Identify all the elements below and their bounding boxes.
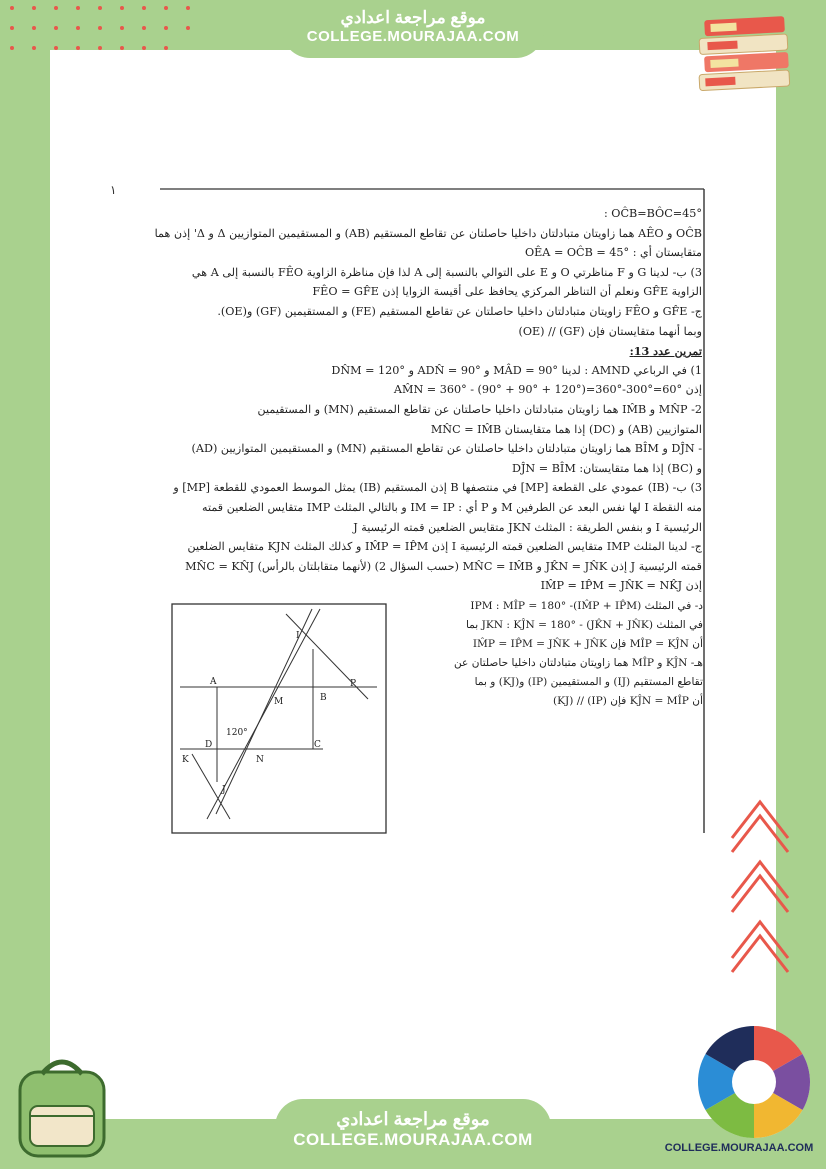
document-line: 3) ب- لدينا G و F مناظرتي O و E على التوالي بالنسبة إلى A لذا فإن مناظرة الزاوية FÊO بالنسبة إلى A هي bbox=[191, 265, 702, 279]
document-line: د- في المثلث IPM : MÎP = 180° -(IM̂P + IP̂M) bbox=[470, 600, 703, 612]
point-label: I bbox=[296, 631, 300, 641]
angle-label: 120° bbox=[226, 728, 248, 738]
document-line: و (BC) إذا هما متقايستان: DĴN = BÎM bbox=[511, 461, 702, 475]
document-line: هـ- KĴN و MÎP هما زاويتان متبادلتان داخليا حاصلتان عن bbox=[453, 657, 703, 669]
document-line: متقايستان أي : OÊA = OĈB = 45° bbox=[524, 246, 702, 260]
document-line: قمته الرئيسية J إذن JK̂N = JN̂K و MN̂C = IM̂B (حسب السؤال 2) (لأنهما متقابلتان بالرأس) MN̂C = KN̂J bbox=[185, 559, 702, 573]
chevron-up-icon bbox=[728, 790, 792, 1010]
document-line: - DĴN و BÎM هما زاويتان متبادلتان داخليا حاصلتان عن تقاطع المستقيم (MN) و المستقيمين المتوازيين (AD) bbox=[191, 442, 702, 456]
backpack-icon bbox=[12, 1050, 112, 1160]
site-url[interactable]: COLLEGE.MOURAJAA.COM bbox=[306, 28, 520, 45]
decorative-dots bbox=[0, 0, 200, 60]
point-label: D bbox=[205, 740, 213, 750]
document-line: ج- GF̂E و FÊO زاويتان متبادلتان داخليا حاصلتان عن تقاطع المستقيم (FE) و المستقيمين (GF) و(OE). bbox=[217, 305, 702, 318]
document-line: 1) في الرباعي AMND : لدينا MÂD = 90° و ADN̂ = 90° و DN̂M = 120° bbox=[331, 363, 702, 377]
document-line: إذن IM̂P = IP̂M = JN̂K = NK̂J bbox=[540, 579, 702, 593]
document-line: منه النقطة I لها نفس البعد عن الطرفين M و P أي : IM = IP و بالتالي المثلث IMP متقايس الضلعين قمته bbox=[201, 501, 702, 514]
point-label: N bbox=[256, 755, 264, 765]
document-line: في المثلث JKN : KĴN = 180° - (JK̂N + JN̂K) بما bbox=[465, 619, 703, 631]
exercise-heading: تمرين عدد 13: bbox=[629, 344, 702, 359]
site-name-arabic: موقع مراجعة اعدادي bbox=[336, 1109, 490, 1129]
page-marker: ١ bbox=[110, 183, 117, 197]
document-line: 2- MN̂P و IM̂B هما زاويتان متبادلتان داخليا حاصلتان عن تقاطع المستقيم (MN) و المستقيمين bbox=[257, 403, 702, 416]
point-label: P bbox=[350, 679, 357, 689]
document-text bbox=[154, 183, 706, 603]
point-label: M bbox=[274, 697, 284, 707]
document-line: ج- لدينا المثلث IMP متقايس الضلعين قمته الرئيسية I إذن IM̂P = IP̂M و كذلك المثلث KJN متقايس الضلعين bbox=[187, 540, 702, 554]
site-url[interactable]: COLLEGE.MOURAJAA.COM bbox=[293, 1130, 533, 1149]
education-wheel-logo[interactable] bbox=[694, 1022, 814, 1142]
document-line: أن KĴN = MÎP فإن (IP) // (KJ) bbox=[552, 695, 703, 707]
point-label: B bbox=[320, 693, 327, 703]
point-label: K bbox=[182, 755, 189, 765]
point-label: C bbox=[314, 740, 321, 750]
document-line: OĈB و AÊO هما زاويتان متبادلتان داخليا حاصلتان عن تقاطع المستقيم (AB) و المستقيمين المتوازيين Δ و Δ' إذن هما bbox=[154, 226, 702, 240]
document-line: المتوازيين (AB) و (DC) إذا هما متقايستان MN̂C = IM̂B bbox=[430, 422, 702, 436]
header-banner bbox=[282, 0, 544, 58]
books-icon bbox=[694, 14, 804, 96]
footer-banner bbox=[275, 1099, 551, 1169]
point-label: J bbox=[222, 785, 226, 795]
site-name-arabic: موقع مراجعة اعدادي bbox=[340, 8, 486, 27]
document-line: أن MÎP = KĴN فإن IM̂P = IP̂M = JN̂K + JN̂K bbox=[472, 638, 703, 650]
point-label: A bbox=[210, 677, 217, 687]
logo-label: COLLEGE.MOURAJAA.COM bbox=[664, 1142, 814, 1154]
document-line: الرئيسية I و بنفس الطريقة : المثلث JKN متقايس الضلعين قمته الرئيسية J bbox=[353, 520, 702, 534]
document-line: إذن AM̂N = 360° - (90° + 90° + 120°)=360°-300°=60° bbox=[393, 383, 702, 397]
document-line: وبما أنهما متقايستان فإن (GF) // (OE) bbox=[518, 324, 702, 338]
document-line: تقاطع المستقيم (IJ) و المستقيمين (IP) و(KJ) و بما bbox=[474, 676, 703, 688]
document-line: 3) ب- (IB) عمودي على القطعة [MP] في منتصفها B إذن المستقيم (IB) يمثل الموسط العمودي للقطعة [MP] و bbox=[173, 481, 702, 495]
document-line: OĈB=BÔC=45° : bbox=[603, 207, 702, 220]
document-line: الزاوية GF̂E ونعلم أن التناظر المركزي يحافظ على أقيسة الزوايا إذن FÊO = GF̂E bbox=[312, 285, 702, 299]
figure-side-text bbox=[400, 600, 705, 740]
geometry-figure bbox=[172, 604, 387, 834]
